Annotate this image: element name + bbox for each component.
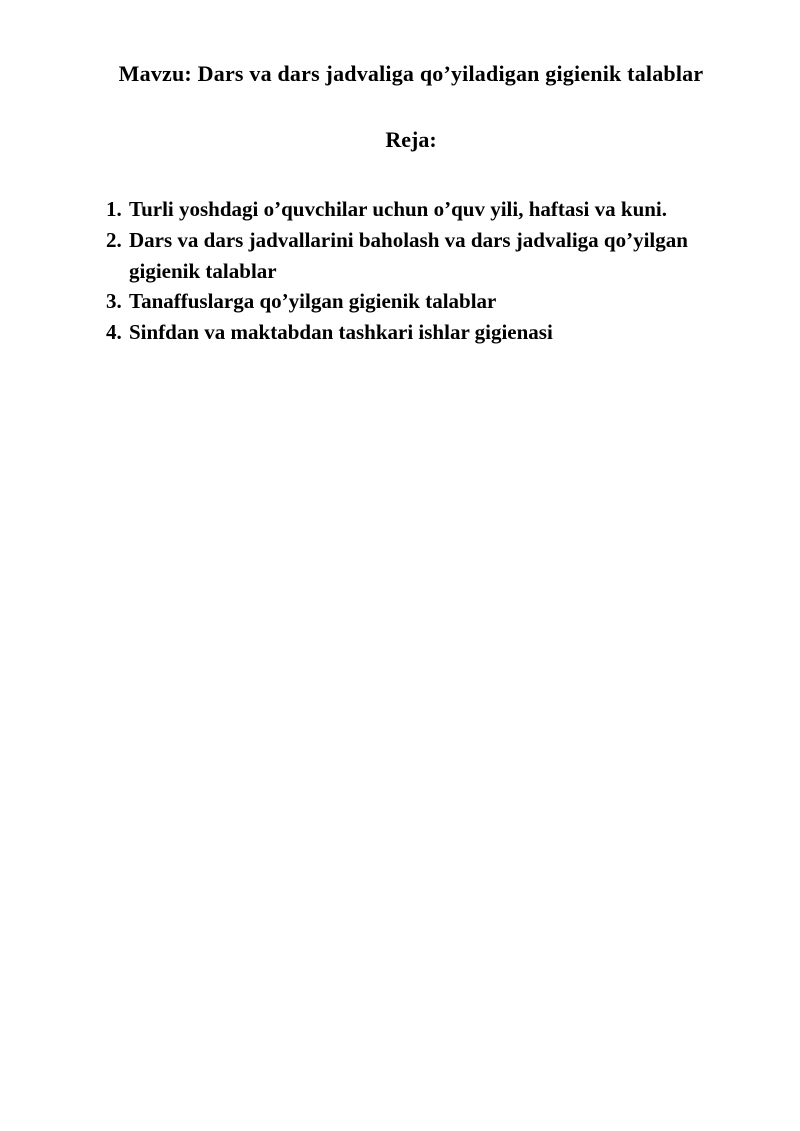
plan-list: [100, 194, 722, 347]
plan-list-item: 2. Dars va dars jadvallarini baholash va dars jadvaliga qo’yilgan gigienik talablar: [127, 225, 722, 286]
plan-heading: Reja:: [385, 126, 437, 152]
document-title: Mavzu: Dars va dars jadvaliga qo’yiladigan gigienik talablar: [118, 61, 704, 86]
plan-list-item: 4. Sinfdan va maktabdan tashkari ishlar gigienasi: [127, 317, 722, 348]
plan-list-item: 3. Tanaffuslarga qo’yilgan gigienik talablar: [127, 286, 722, 317]
plan-list-item: 1. Turli yoshdagi o’quvchilar uchun o’quv yili, haftasi va kuni.: [127, 194, 722, 225]
